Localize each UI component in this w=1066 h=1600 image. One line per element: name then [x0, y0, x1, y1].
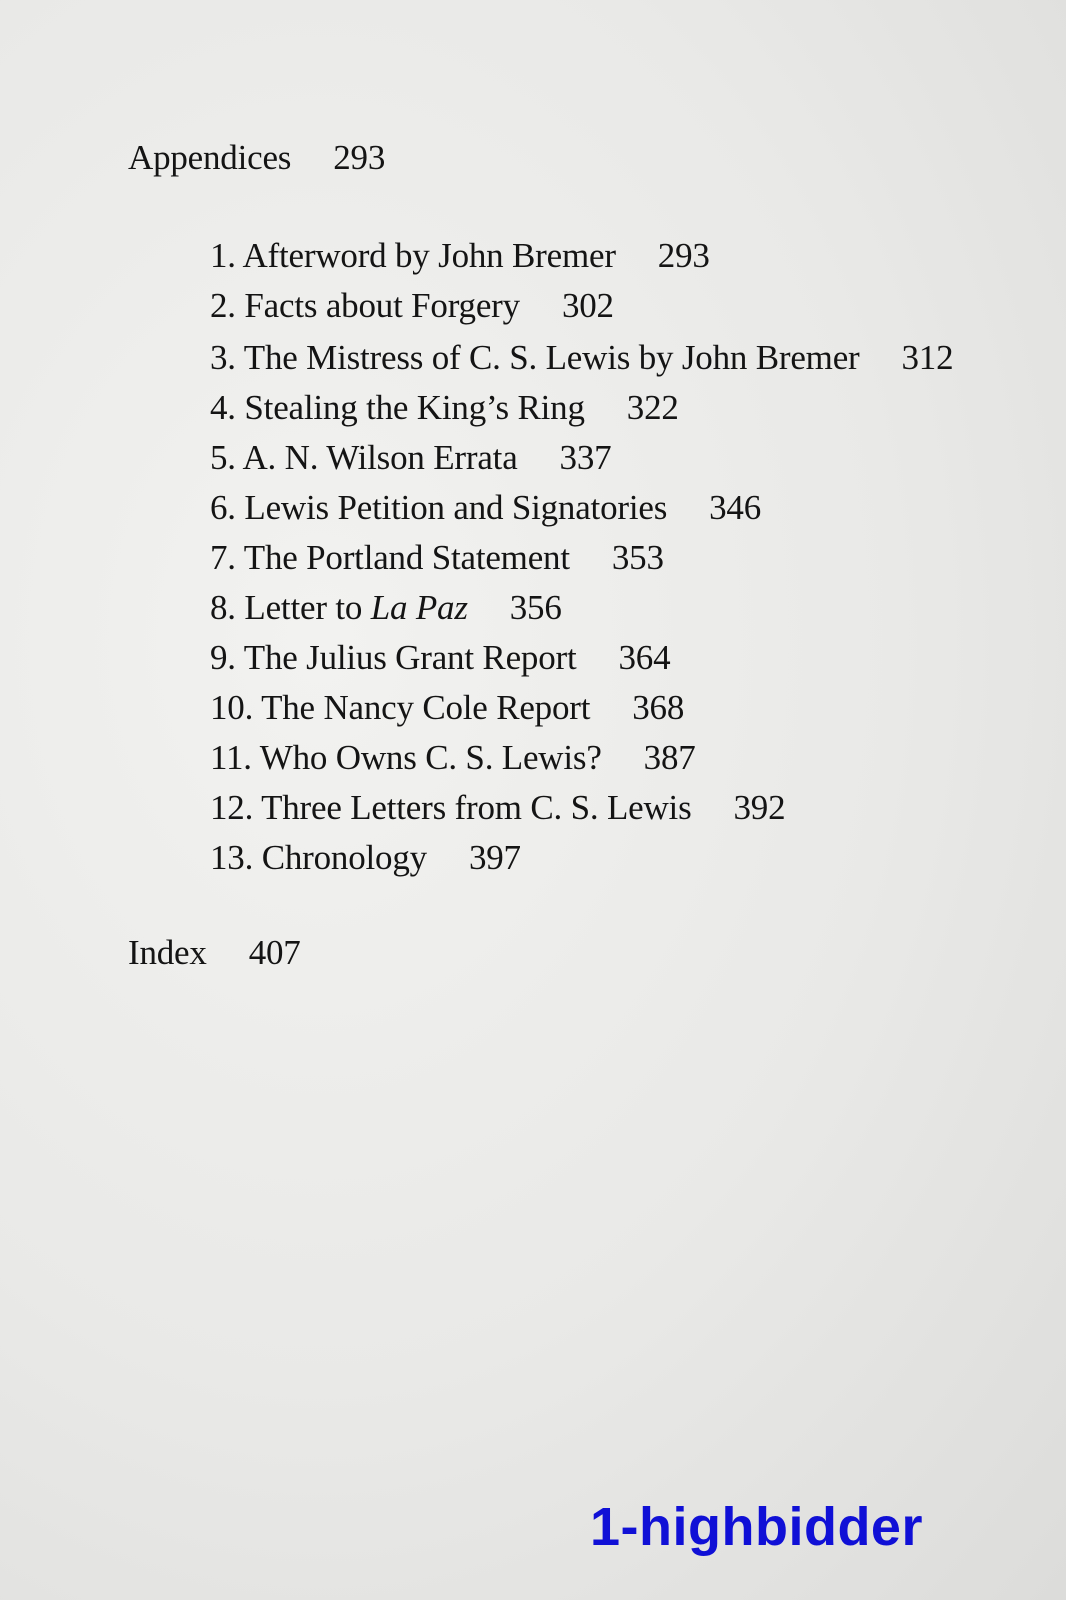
item-page: 353 — [611, 538, 664, 577]
item-number: 9. — [210, 638, 236, 677]
item-page: 356 — [509, 588, 562, 627]
item-number: 12. — [210, 788, 254, 827]
item-title: Stealing the King’s Ring — [244, 388, 585, 427]
item-page: 337 — [559, 438, 612, 477]
entry-page: 293 — [333, 138, 386, 177]
toc-item — [210, 640, 670, 675]
item-number: 11. — [210, 738, 252, 777]
toc-item — [210, 440, 611, 475]
item-number: 4. — [210, 388, 236, 427]
item-number: 13. — [210, 838, 254, 877]
item-title: The Nancy Cole Report — [261, 688, 591, 727]
toc-item — [210, 540, 664, 575]
item-title: Three Letters from C. S. Lewis — [261, 788, 692, 827]
item-number: 7. — [210, 538, 236, 577]
item-number: 10. — [210, 688, 254, 727]
entry-page: 407 — [248, 933, 301, 972]
item-title: Lewis Petition and Signatories — [244, 488, 668, 527]
item-title: Letter to — [244, 588, 363, 627]
item-page: 293 — [657, 236, 710, 275]
item-number: 3. — [210, 338, 236, 377]
item-number: 2. — [210, 286, 236, 325]
entry-title: Appendices — [128, 138, 292, 177]
item-page: 387 — [643, 738, 696, 777]
item-page: 364 — [618, 638, 671, 677]
toc-item — [210, 340, 953, 375]
item-title: Facts about Forgery — [244, 286, 520, 325]
item-page: 392 — [733, 788, 786, 827]
toc-item — [210, 390, 679, 425]
toc-item — [210, 288, 614, 323]
toc-entry-appendices — [128, 140, 385, 175]
item-page: 397 — [468, 838, 521, 877]
entry-title: Index — [128, 933, 207, 972]
toc-item — [210, 840, 521, 875]
item-page: 368 — [632, 688, 685, 727]
toc-item — [210, 790, 785, 825]
item-page: 322 — [626, 388, 679, 427]
toc-item — [210, 690, 684, 725]
item-number: 5. — [210, 438, 236, 477]
item-number: 8. — [210, 588, 236, 627]
item-title: A. N. Wilson Errata — [242, 438, 518, 477]
item-title: The Mistress of C. S. Lewis by John Bremer — [243, 338, 860, 377]
item-title: Afterword by John Bremer — [242, 236, 616, 275]
item-title: Who Owns C. S. Lewis? — [259, 738, 602, 777]
watermark-text: 1-highbidder — [590, 1497, 923, 1557]
toc-item — [210, 740, 696, 775]
toc-item — [210, 238, 710, 273]
item-title: The Portland Statement — [243, 538, 570, 577]
item-title: Chronology — [261, 838, 427, 877]
toc-entry-index — [128, 935, 301, 970]
toc-item — [210, 490, 761, 525]
item-number: 1. — [210, 236, 236, 275]
item-page: 346 — [709, 488, 762, 527]
item-page: 302 — [561, 286, 614, 325]
item-title-italic: La Paz — [370, 588, 468, 627]
item-number: 6. — [210, 488, 236, 527]
toc-item — [210, 590, 562, 625]
item-title: The Julius Grant Report — [243, 638, 577, 677]
item-page: 312 — [901, 338, 954, 377]
